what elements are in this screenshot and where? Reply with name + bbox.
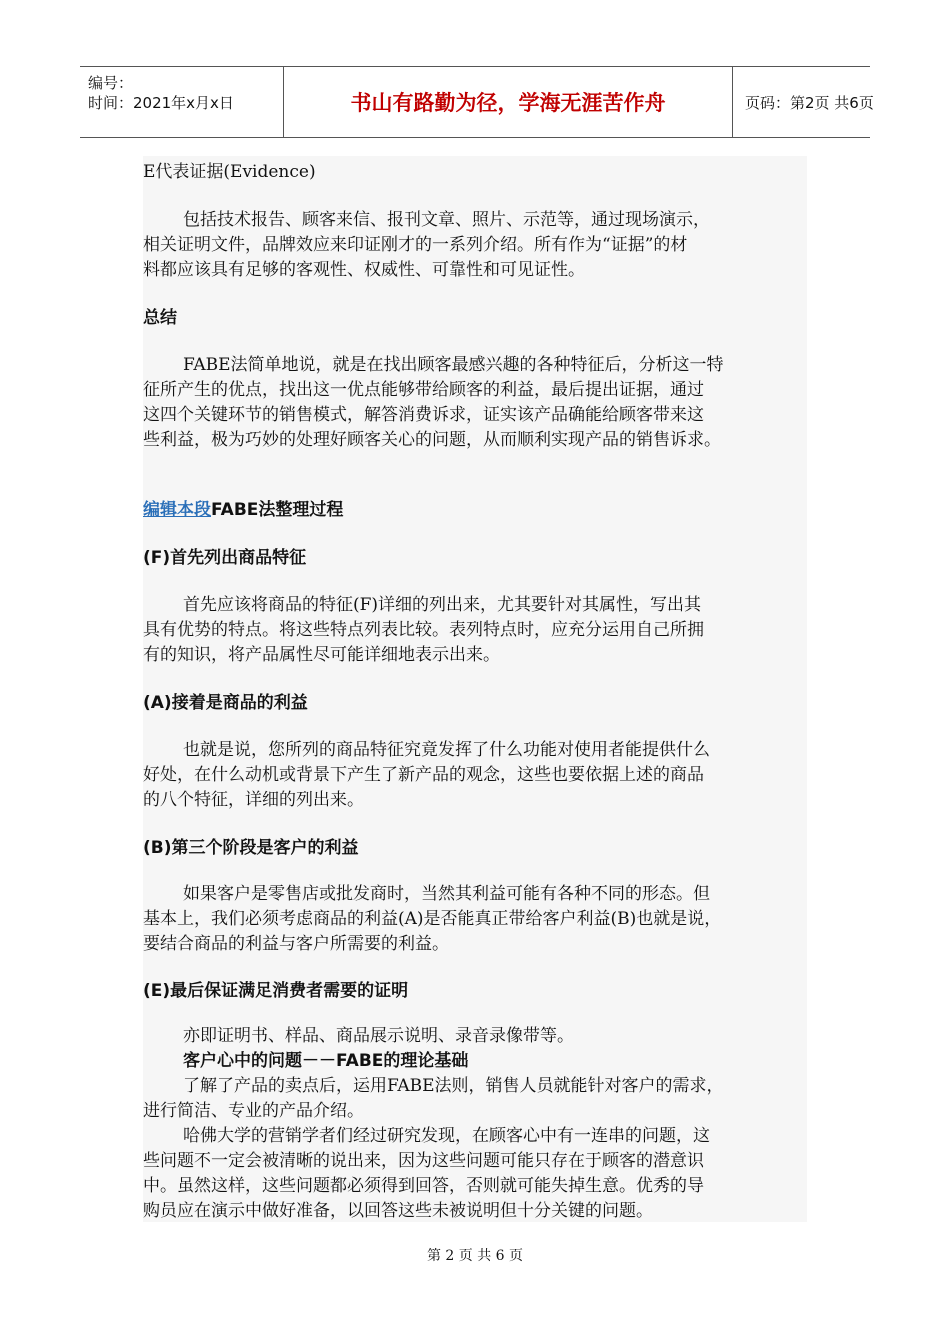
paragraph-line: 些利益，极为巧妙的处理好顾客关心的问题，从而顺利实现产品的销售诉求。 <box>143 430 721 450</box>
paragraph-line: 首先应该将商品的特征(F)详细的列出来，尤其要针对其属性，写出其 <box>183 595 702 615</box>
subheading-theory: 客户心中的问题－－FABE的理论基础 <box>183 1051 469 1071</box>
paragraph-line: 相关证明文件，品牌效应来印证刚才的一系列介绍。所有作为“证据”的材 <box>143 235 688 255</box>
paragraph-line: 些问题不一定会被清晰的说出来，因为这些问题可能只存在于顾客的潜意识 <box>143 1151 704 1171</box>
document-body <box>143 156 807 1222</box>
subheading-benefits: (B)第三个阶段是客户的利益 <box>143 838 359 858</box>
page-header <box>80 66 874 138</box>
paragraph-line: 有的知识，将产品属性尽可能详细地表示出来。 <box>143 645 500 665</box>
paragraph-line: 中。虽然这样，这些问题都必须得到回答，否则就可能失掉生意。优秀的导 <box>143 1176 704 1196</box>
paragraph-line: 好处，在什么动机或背景下产生了新产品的观念，这些也要依据上述的商品 <box>143 765 704 785</box>
paragraph-line: 基本上，我们必须考虑商品的利益(A)是否能真正带给客户利益(B)也就是说， <box>143 909 722 929</box>
paragraph-line: 购员应在演示中做好准备，以回答这些未被说明但十分关键的问题。 <box>143 1201 653 1221</box>
section-heading-evidence: E代表证据(Evidence) <box>143 162 316 182</box>
header-meta <box>80 67 283 137</box>
header-page-number: 页码：第2页 共6页 <box>745 93 874 112</box>
page-footer: 第 2 页 共 6 页 <box>426 1248 524 1264</box>
doc-number-label: 编号： <box>88 74 134 92</box>
header-motto: 书山有路勤为径，学海无涯苦作舟 <box>283 67 733 137</box>
paragraph-line: 也就是说，您所列的商品特征究竟发挥了什么功能对使用者能提供什么 <box>183 740 710 760</box>
section-heading-summary: 总结 <box>143 308 177 328</box>
subheading-evidence-proof: (E)最后保证满足消费者需要的证明 <box>143 981 409 1001</box>
edit-section-link[interactable]: 编辑本段 <box>143 500 211 520</box>
paragraph-line: 要结合商品的利益与客户所需要的利益。 <box>143 934 449 954</box>
paragraph-line: 亦即证明书、样品、商品展示说明、录音录像带等。 <box>183 1026 574 1046</box>
subheading-advantages: (A)接着是商品的利益 <box>143 693 308 713</box>
paragraph-line: FABE法简单地说，就是在找出顾客最感兴趣的各种特征后，分析这一特 <box>183 355 724 375</box>
paragraph-line: 具有优势的特点。将这些特点列表比较。表列特点时，应充分运用自己所拥 <box>143 620 704 640</box>
doc-date-label: 时间：2021年x月x日 <box>88 94 234 112</box>
paragraph-line: 料都应该具有足够的客观性、权威性、可靠性和可见证性。 <box>143 260 585 280</box>
section-heading-process <box>143 498 343 522</box>
process-title: FABE法整理过程 <box>211 500 344 520</box>
subheading-features: (F)首先列出商品特征 <box>143 548 307 568</box>
paragraph-line: 这四个关键环节的销售模式，解答消费诉求，证实该产品确能给顾客带来这 <box>143 405 704 425</box>
paragraph-line: 的八个特征，详细的列出来。 <box>143 790 364 810</box>
paragraph-line: 哈佛大学的营销学者们经过研究发现，在顾客心中有一连串的问题，这 <box>183 1126 710 1146</box>
paragraph-line: 进行简洁、专业的产品介绍。 <box>143 1101 364 1121</box>
paragraph-line: 如果客户是零售店或批发商时，当然其利益可能有各种不同的形态。但 <box>183 884 710 904</box>
paragraph-line: 包括技术报告、顾客来信、报刊文章、照片、示范等，通过现场演示， <box>183 210 710 230</box>
paragraph-line: 征所产生的优点，找出这一优点能够带给顾客的利益，最后提出证据，通过 <box>143 380 704 400</box>
paragraph-line: 了解了产品的卖点后，运用FABE法则，销售人员就能针对客户的需求， <box>183 1076 724 1096</box>
